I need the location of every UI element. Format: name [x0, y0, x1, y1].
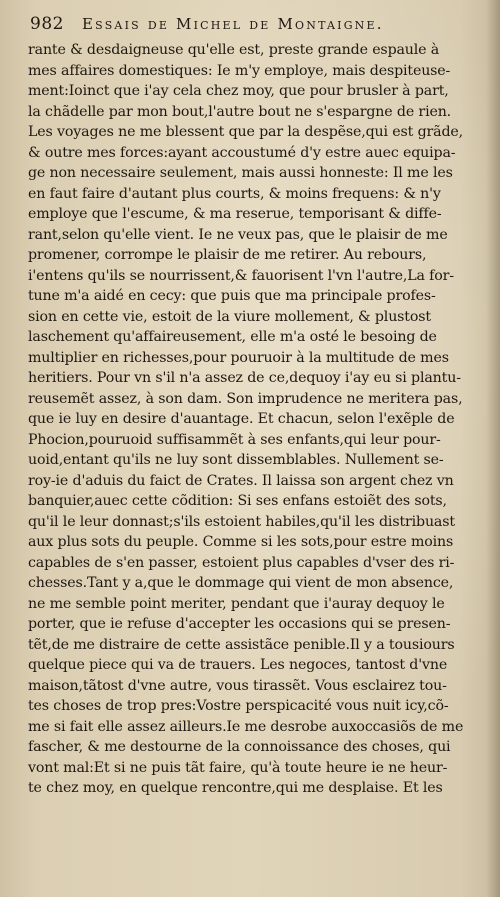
text-line: tes choses de trop pres:Vostre perspicacité vous nuit icy,cõ-	[28, 698, 449, 714]
text-line: chesses.Tant y a,que le dommage qui vient de mon absence,	[28, 575, 454, 591]
body-text	[28, 40, 483, 800]
text-line: roy-ie d'aduis du faict de Crates. Il laissa son argent chez vn	[28, 472, 454, 489]
text-line: laschement qu'affaireusement, elle m'a osté le besoing de	[28, 329, 437, 345]
text-line: reusemẽt assez, à son dam. Son imprudence ne meritera pas,	[28, 390, 463, 407]
text-line: banquier,auec cette cõdition: Si ses enfans estoiẽt des sots,	[28, 493, 447, 509]
text-line: i'entens qu'ils se nourrissent,& fauorisent l'vn l'autre,La for-	[28, 267, 454, 284]
text-line: qu'il le leur donnast;s'ils estoient habiles,qu'il les distribuast	[28, 513, 455, 530]
text-line: ment:Ioinct que i'ay cela chez moy, que pour brusler à part,	[28, 83, 449, 99]
text-line: & outre mes forces:ayant accoustumé d'y estre auec equipa-	[28, 144, 456, 161]
text-line: me si fait elle assez ailleurs.Ie me desrobe auxoccasiõs de me	[28, 718, 464, 735]
page-number: 982	[30, 14, 64, 34]
text-line: quelque piece qui va de trauers. Les negoces, tantost d'vne	[28, 657, 448, 673]
text-line: maison,tãtost d'vne autre, vous tirassẽt. Vous esclairez tou-	[28, 677, 447, 694]
text-line: te chez moy, en quelque rencontre,qui me desplaise. Et les	[28, 780, 443, 796]
text-line: aux plus sots du peuple. Comme si les sots,pour estre moins	[28, 534, 454, 550]
page-edge-shadow	[486, 0, 500, 897]
text-line: porter, que ie refuse d'accepter les occasions qui se presen-	[28, 616, 451, 632]
text-line: Phocion,pouruoid suffisammẽt à ses enfants,qui leur pour-	[28, 431, 441, 448]
text-line: que ie luy en desire d'auantage. Et chacun, selon l'exẽple de	[28, 411, 455, 427]
text-line: uoid,entant qu'ils ne luy sont dissemblables. Nullement se-	[28, 452, 444, 468]
text-line: capables de s'en passer, estoient plus capables d'vser des ri-	[28, 554, 455, 571]
text-line: heritiers. Pour vn s'il n'a assez de ce,dequoy i'ay eu si plantu-	[28, 370, 461, 386]
text-line: multiplier en richesses,pour pouruoir à la multitude de mes	[28, 349, 449, 366]
running-title: Essais de Michel de Montaigne.	[82, 15, 384, 33]
text-line: vont mal:Et si ne puis tãt faire, qu'à toute heure ie ne heur-	[28, 759, 448, 776]
text-line: rant,selon qu'elle vient. Ie ne veux pas, que le plaisir de me	[28, 226, 448, 243]
text-line: employe que l'escume, & ma reserue, temporisant & diffe-	[28, 206, 442, 222]
text-line: Les voyages ne me blessent que par la despẽse,qui est grãde,	[28, 124, 463, 140]
text-line: ge non necessaire seulement, mais aussi honneste: Il me les	[28, 165, 453, 181]
text-line: promener, corrompe le plaisir de me retirer. Au rebours,	[28, 247, 427, 263]
text-line: la chãdelle par mon bout,l'autre bout ne s'espargne de rien.	[28, 103, 452, 120]
text-line: tẽt,de me distraire de cette assistãce penible.Il y a tousiours	[28, 636, 455, 653]
text-line: ne me semble point meriter, pendant que i'auray dequoy le	[28, 595, 445, 612]
text-line: fascher, & me destourne de la connoissance des choses, qui	[28, 739, 451, 755]
text-line: en faut faire d'autant plus courts, & moins frequens: & n'y	[28, 185, 441, 202]
text-line: sion en cette vie, estoit de la viure mollement, & plustost	[28, 308, 431, 325]
text-line: rante & desdaigneuse qu'elle est, preste grande espaule à	[28, 42, 440, 58]
text-line: tune m'a aidé en cecy: que puis que ma principale profes-	[28, 288, 436, 304]
text-line: mes affaires domestiques: Ie m'y employe, mais despiteuse-	[28, 62, 451, 79]
